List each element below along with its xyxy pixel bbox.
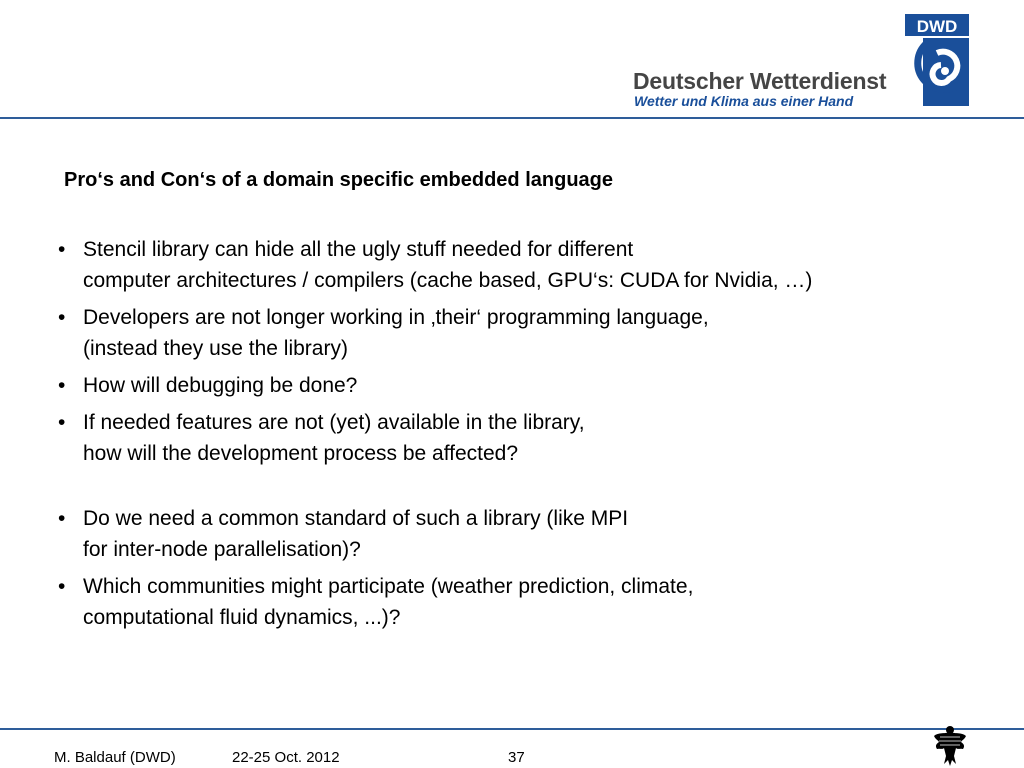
bullet-marker: • — [58, 306, 66, 329]
federal-eagle-icon — [932, 722, 968, 768]
bullet-text: Stencil library can hide all the ugly stuff needed for different — [83, 238, 634, 261]
bullet-item — [58, 407, 998, 469]
bullet-text: computational fluid dynamics, ...)? — [83, 606, 401, 629]
footer-date: 22-25 Oct. 2012 — [232, 749, 340, 766]
bullet-marker: • — [58, 507, 66, 530]
bullet-text: How will debugging be done? — [83, 374, 358, 397]
bullet-text: Which communities might participate (weather prediction, climate, — [83, 575, 694, 598]
bullet-text: how will the development process be affected? — [83, 442, 519, 465]
bullet-item — [58, 234, 998, 296]
bullet-text: (instead they use the library) — [83, 337, 348, 360]
org-name: Deutscher Wetterdienst — [633, 68, 887, 94]
bullet-marker: • — [58, 238, 66, 261]
bullet-marker: • — [58, 411, 66, 434]
bullet-marker: • — [58, 575, 66, 598]
page-number: 37 — [508, 749, 525, 766]
bullet-text: Developers are not longer working in ‚their‘ programming language, — [83, 306, 709, 329]
bullet-item — [58, 503, 998, 565]
footer-author: M. Baldauf (DWD) — [54, 749, 176, 766]
bullet-list — [58, 234, 998, 639]
bullet-text: for inter-node parallelisation)? — [83, 538, 361, 561]
logo-text: DWD — [916, 17, 958, 36]
bullet-marker: • — [58, 374, 66, 397]
bullet-text: Do we need a common standard of such a library (like MPI — [83, 507, 629, 530]
org-tagline: Wetter und Klima aus einer Hand — [634, 93, 854, 109]
bullet-item — [58, 370, 998, 401]
dwd-logo-icon — [897, 13, 973, 107]
slide-title: Pro‘s and Con‘s of a domain specific embedded language — [64, 169, 613, 191]
bullet-text: computer architectures / compilers (cache based, GPU‘s: CUDA for Nvidia, …) — [83, 269, 813, 292]
bullet-text: If needed features are not (yet) available in the library, — [83, 411, 585, 434]
bullet-item — [58, 571, 998, 633]
bullet-item — [58, 302, 998, 364]
footer-divider — [0, 728, 1024, 730]
header-divider — [0, 117, 1024, 119]
